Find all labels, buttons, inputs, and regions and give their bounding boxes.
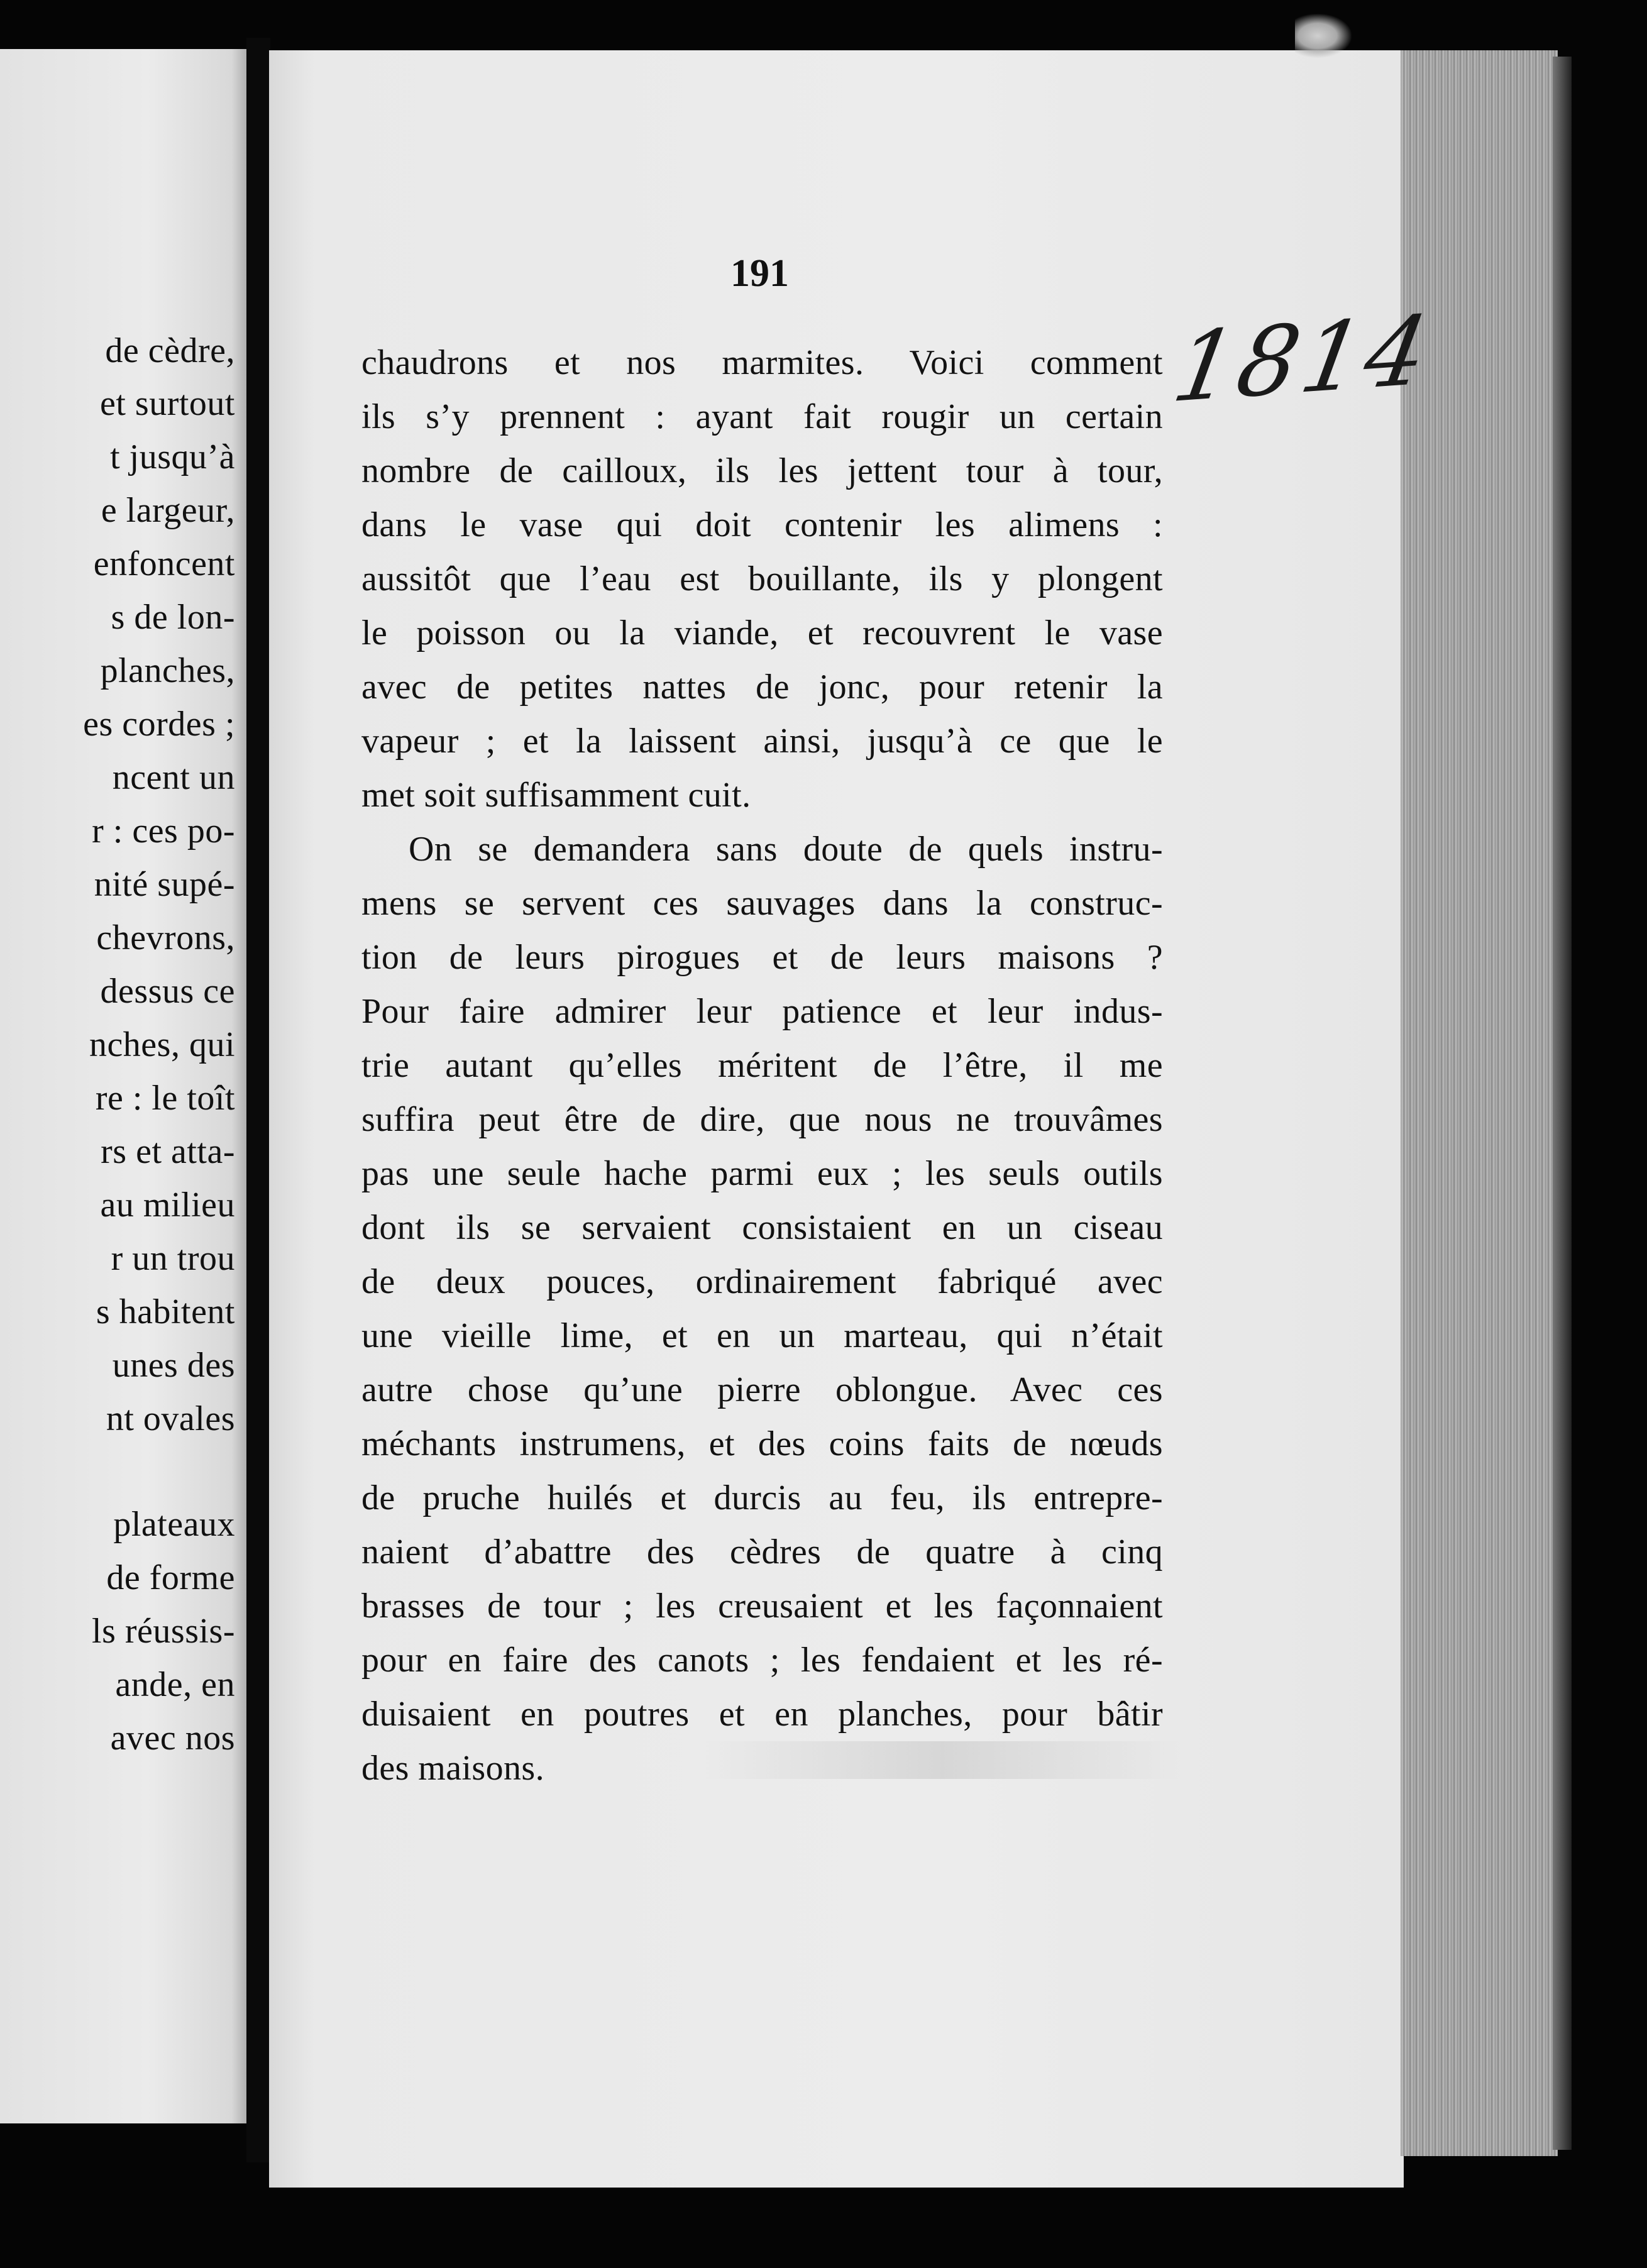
left-page-line: nches, qui — [89, 1025, 235, 1064]
text-line: aussitôt que l’eau est bouillante, ils y plongent — [361, 559, 1163, 598]
text-line: brasses de tour ; les creusaient et les façonnaient — [361, 1587, 1163, 1626]
left-page-line: et surtout — [100, 384, 235, 423]
text-line: chaudrons et nos marmites. Voici comment — [361, 343, 1163, 382]
left-page — [0, 49, 246, 2123]
text-line: des maisons. — [361, 1749, 545, 1788]
text-line: une vieille lime, et en un marteau, qui n’était — [361, 1316, 1163, 1355]
text-line: avec de petites nattes de jonc, pour retenir la — [361, 668, 1163, 707]
left-page-line: avec nos — [110, 1719, 235, 1758]
left-page-line: unes des — [112, 1346, 235, 1385]
text-line: naient d’abattre des cèdres de quatre à cinq — [361, 1533, 1163, 1572]
text-line: Pour faire admirer leur patience et leur indus- — [361, 992, 1163, 1031]
left-page-line: chevrons, — [96, 918, 235, 957]
left-page-line: re : le toît — [95, 1079, 235, 1118]
text-line: ils s’y prennent : ayant fait rougir un certain — [361, 397, 1163, 436]
page-number: 191 — [730, 252, 789, 295]
left-page-line: r : ces po- — [92, 812, 235, 851]
text-line: trie autant qu’elles méritent de l’être, il me — [361, 1046, 1163, 1085]
left-page-line: ande, en — [115, 1665, 235, 1704]
book-gutter — [246, 38, 270, 2162]
left-page-line: ls réussis- — [92, 1612, 235, 1651]
left-page-line: enfoncent — [93, 544, 235, 583]
left-page-line: nité supé- — [94, 865, 235, 904]
text-line: de pruche huilés et durcis au feu, ils entrepre- — [361, 1478, 1163, 1517]
left-page-line: e largeur, — [101, 491, 235, 530]
text-line: le poisson ou la viande, et recouvrent le vase — [361, 614, 1163, 652]
text-line: mens se servent ces sauvages dans la construc- — [361, 884, 1163, 923]
text-line: dont ils se servaient consistaient en un ciseau — [361, 1208, 1163, 1247]
page-edge-shadow — [1553, 57, 1572, 2150]
left-page-line: r un trou — [111, 1239, 235, 1278]
left-page-line: de cèdre, — [105, 331, 235, 370]
text-line: pas une seule hache parmi eux ; les seuls outils — [361, 1154, 1163, 1193]
left-page-line: ncent un — [112, 758, 235, 797]
left-page-line: es cordes ; — [83, 705, 235, 744]
text-line: suffira peut être de dire, que nous ne trouvâmes — [361, 1100, 1163, 1139]
handwritten-annotation: 1814 — [1165, 295, 1440, 424]
text-line: vapeur ; et la laissent ainsi, jusqu’à ce que le — [361, 722, 1163, 761]
text-line: de deux pouces, ordinairement fabriqué avec — [361, 1262, 1163, 1301]
text-line: autre chose qu’une pierre oblongue. Avec ces — [361, 1370, 1163, 1409]
left-page-line: s de lon- — [111, 598, 235, 637]
text-line: On se demandera sans doute de quels instru- — [409, 830, 1163, 869]
text-line: duisaient en poutres et en planches, pour bâtir — [361, 1695, 1163, 1734]
left-page-line: nt ovales — [106, 1399, 235, 1438]
torn-corner — [1295, 14, 1352, 58]
left-page-line: dessus ce — [100, 972, 235, 1011]
text-line: pour en faire des canots ; les fendaient et les ré- — [361, 1641, 1163, 1680]
left-page-line: rs et atta- — [101, 1132, 235, 1171]
left-page-line: t jusqu’à — [110, 438, 235, 476]
text-line: méchants instrumens, et des coins faits de nœuds — [361, 1424, 1163, 1463]
left-page-line: plateaux — [113, 1505, 235, 1544]
text-line: dans le vase qui doit contenir les alimens : — [361, 505, 1163, 544]
left-page-line: planches, — [100, 651, 235, 690]
left-page-line: au milieu — [100, 1186, 235, 1225]
text-line: met soit suffisamment cuit. — [361, 776, 751, 815]
left-page-line: de forme — [106, 1558, 235, 1597]
text-line: nombre de cailloux, ils les jettent tour à tour, — [361, 451, 1163, 490]
left-page-line: s habitent — [96, 1292, 235, 1331]
text-line: tion de leurs pirogues et de leurs maisons ? — [361, 938, 1163, 977]
